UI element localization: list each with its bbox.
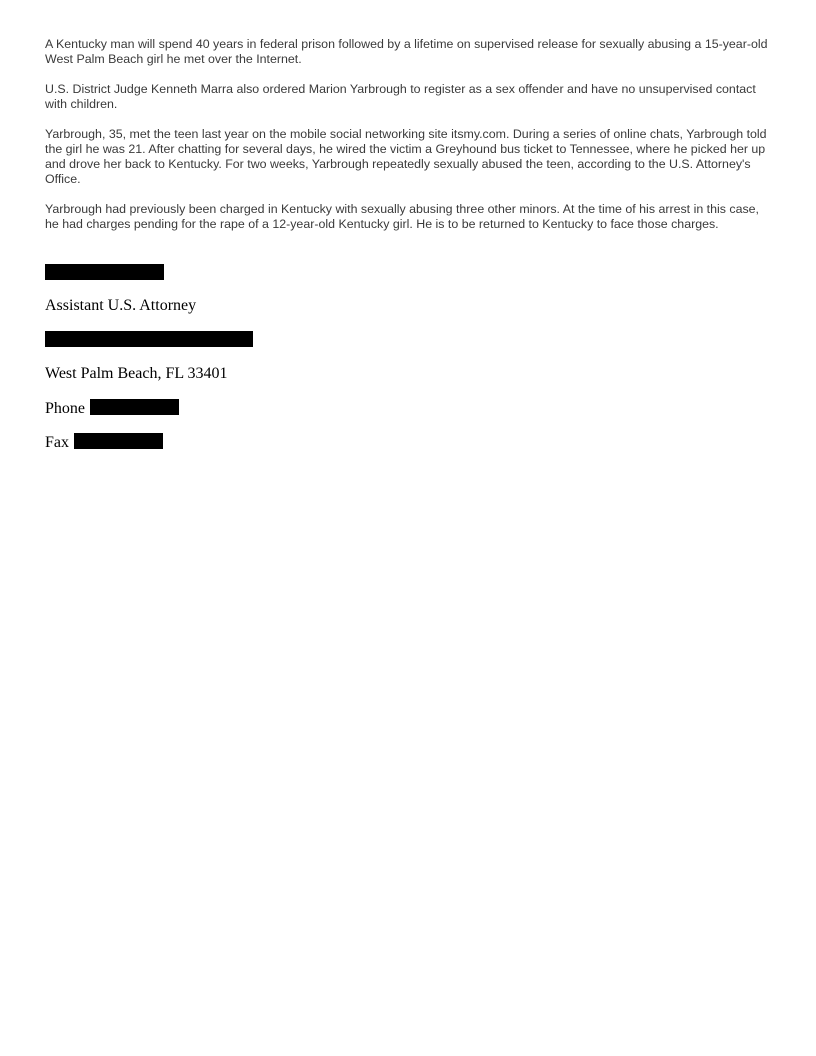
paragraph-3: Yarbrough, 35, met the teen last year on the mobile social networking site itsmy.com. During a series of online chats, Yarbrough told the girl he was 21. After chatting for several days, he wired the victim a Greyhound bus ticket to Tennessee, where he picked her up and drove her back to Kentucky. For two weeks, Yarbrough repeatedly sexually abused the teen, according to the U.S. Attorney's Office. <box>45 127 767 186</box>
phone-label: Phone <box>45 400 85 417</box>
redacted-fax <box>74 433 163 449</box>
redacted-phone <box>90 399 179 415</box>
fax-line <box>45 433 163 452</box>
paragraph-2: U.S. District Judge Kenneth Marra also ordered Marion Yarbrough to register as a sex offender and have no unsupervised contact with children. <box>45 82 756 111</box>
paragraph-1: A Kentucky man will spend 40 years in federal prison followed by a lifetime on supervised release for sexually abusing a 15-year-old West Palm Beach girl he met over the Internet. <box>45 37 768 66</box>
redacted-address <box>45 331 253 347</box>
fax-label: Fax <box>45 434 69 451</box>
article-body <box>45 37 771 247</box>
paragraph-4: Yarbrough had previously been charged in Kentucky with sexually abusing three other minors. At the time of his arrest in this case, he had charges pending for the rape of a 12-year-old Kentucky girl. He is to be returned to Kentucky to face those charges. <box>45 202 759 231</box>
city-state-zip: West Palm Beach, FL 33401 <box>45 365 228 382</box>
phone-line <box>45 399 179 418</box>
attorney-title: Assistant U.S. Attorney <box>45 297 197 314</box>
redacted-name <box>45 264 164 280</box>
